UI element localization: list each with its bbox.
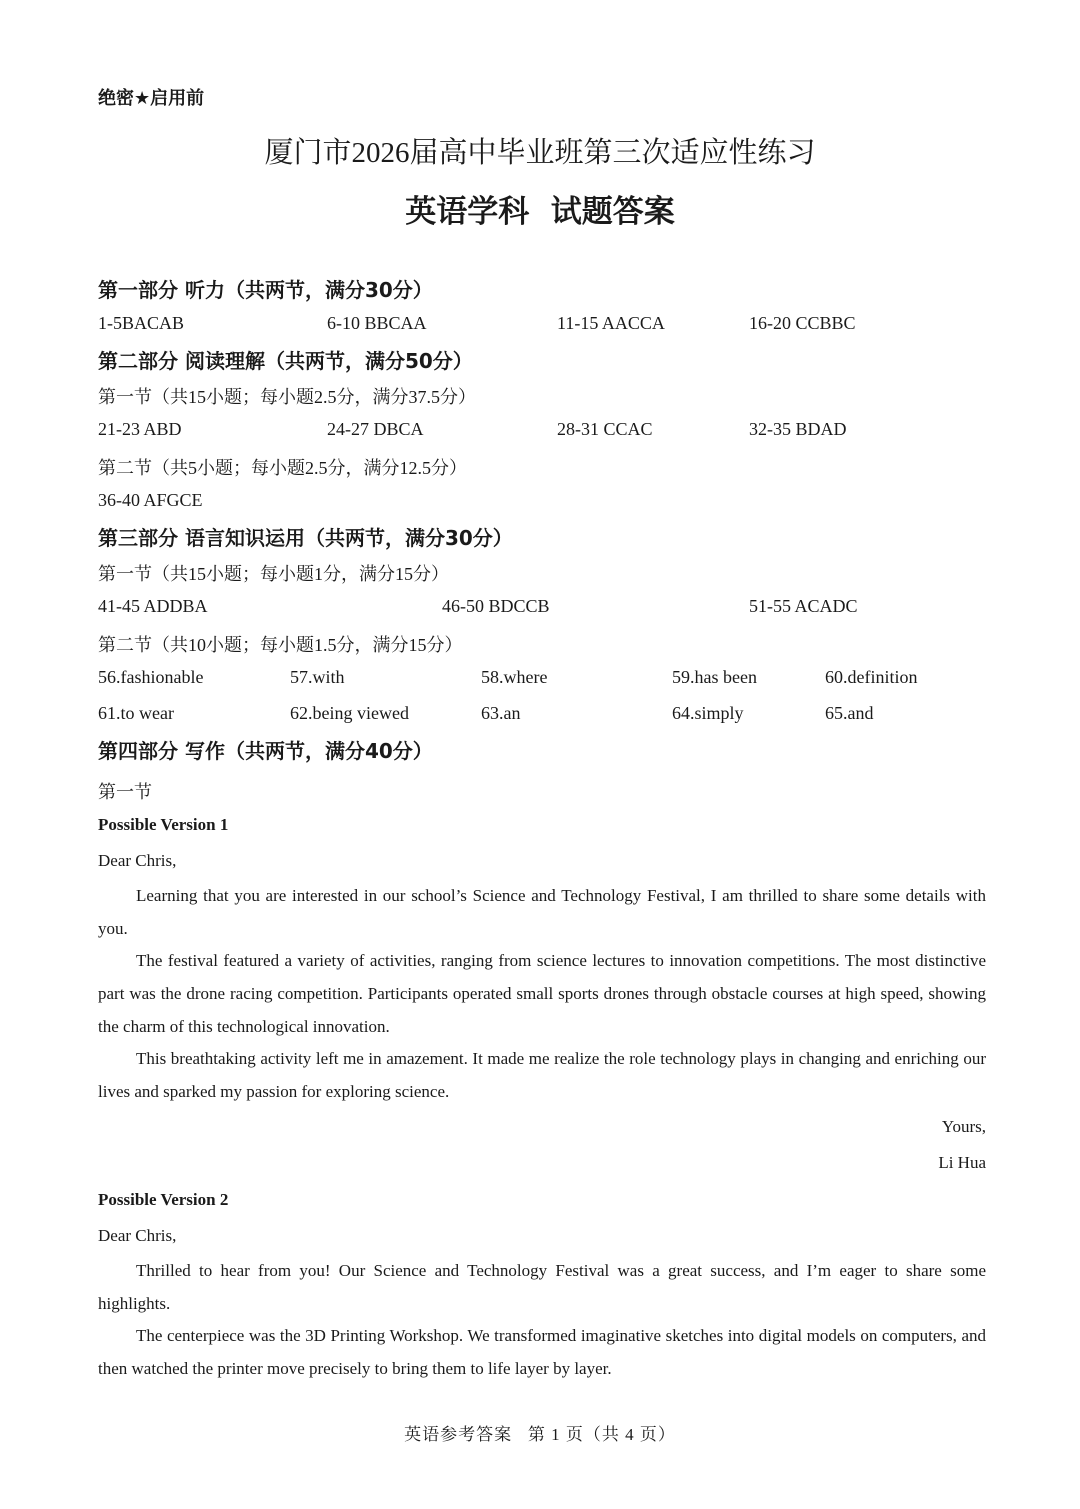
part3-section1-heading: 第一节（共15小题；每小题1分，满分15分） (98, 564, 449, 584)
answer-item: 64.simply (672, 703, 744, 723)
answer-item: 62.being viewed (290, 703, 409, 723)
version1-closing: Yours, (941, 1117, 986, 1136)
version1-paragraph1: Learning that you are interested in our school’s Science and Technology Festival, I am thrilled to share some details with you. (98, 886, 986, 938)
part1-heading: 第一部分 听力（共两节，满分30分） (98, 278, 433, 302)
answer-item: 57.with (290, 667, 345, 687)
answer-item: 51-55 ACADC (749, 596, 858, 616)
answer-item: 41-45 ADDBA (98, 596, 208, 616)
part2-heading: 第二部分 阅读理解（共两节，满分50分） (98, 349, 473, 373)
answer-item: 56.fashionable (98, 667, 204, 687)
answer-item: 59.has been (672, 667, 757, 687)
part2-section2-heading: 第二节（共5小题；每小题2.5分，满分12.5分） (98, 458, 467, 478)
page-footer: 英语参考答案 第 1 页（共 4 页） (404, 1425, 676, 1444)
version1-label: Possible Version 1 (98, 815, 229, 834)
version2-paragraph1: Thrilled to hear from you! Our Science and Technology Festival was a great success, and I’m eager to share some highlights. (98, 1261, 986, 1313)
part3-section2-heading: 第二节（共10小题；每小题1.5分，满分15分） (98, 635, 463, 655)
answer-item: 6-10 BBCAA (327, 313, 427, 333)
answer-item: 36-40 AFGCE (98, 490, 203, 510)
answer-item: 65.and (825, 703, 874, 723)
answer-item: 61.to wear (98, 703, 174, 723)
version1-signature: Li Hua (938, 1153, 986, 1172)
version1-greeting: Dear Chris, (98, 851, 177, 870)
version2-label: Possible Version 2 (98, 1190, 229, 1209)
part4-heading: 第四部分 写作（共两节，满分40分） (98, 739, 433, 763)
version1-paragraph3: This breathtaking activity left me in amazement. It made me realize the role technology plays in changing and enriching our lives and sparked my passion for exploring science. (98, 1049, 986, 1101)
answer-item: 58.where (481, 667, 548, 687)
version2-paragraph2: The centerpiece was the 3D Printing Workshop. We transformed imaginative sketches into digital models on computers, and then watched the printer move precisely to bring them to life layer by layer. (98, 1326, 986, 1378)
answer-item: 32-35 BDAD (749, 419, 847, 439)
confidential-mark: 绝密★启用前 (98, 88, 205, 109)
version2-greeting: Dear Chris, (98, 1226, 177, 1245)
answer-item: 21-23 ABD (98, 419, 182, 439)
part3-heading: 第三部分 语言知识运用（共两节，满分30分） (98, 526, 513, 550)
version1-paragraph2: The festival featured a variety of activities, ranging from science lectures to innovation competitions. The most distinctive part was the drone racing competition. Participants operated small sports drones through obstacle courses at high speed, showing the charm of this technological innovation. (98, 951, 986, 1036)
part2-section1-heading: 第一节（共15小题；每小题2.5分，满分37.5分） (98, 387, 476, 407)
document-subtitle: 英语学科 试题答案 (405, 194, 675, 230)
answer-item: 46-50 BDCCB (442, 596, 550, 616)
answer-item: 11-15 AACCA (557, 313, 665, 333)
answer-item: 24-27 DBCA (327, 419, 424, 439)
part4-section1-heading: 第一节 (98, 782, 152, 802)
answer-item: 60.definition (825, 667, 918, 687)
answer-item: 16-20 CCBBC (749, 313, 856, 333)
answer-item: 63.an (481, 703, 521, 723)
answer-item: 28-31 CCAC (557, 419, 653, 439)
answer-item: 1-5BACAB (98, 313, 185, 333)
document-title: 厦门市2026届高中毕业班第三次适应性练习 (264, 137, 816, 169)
